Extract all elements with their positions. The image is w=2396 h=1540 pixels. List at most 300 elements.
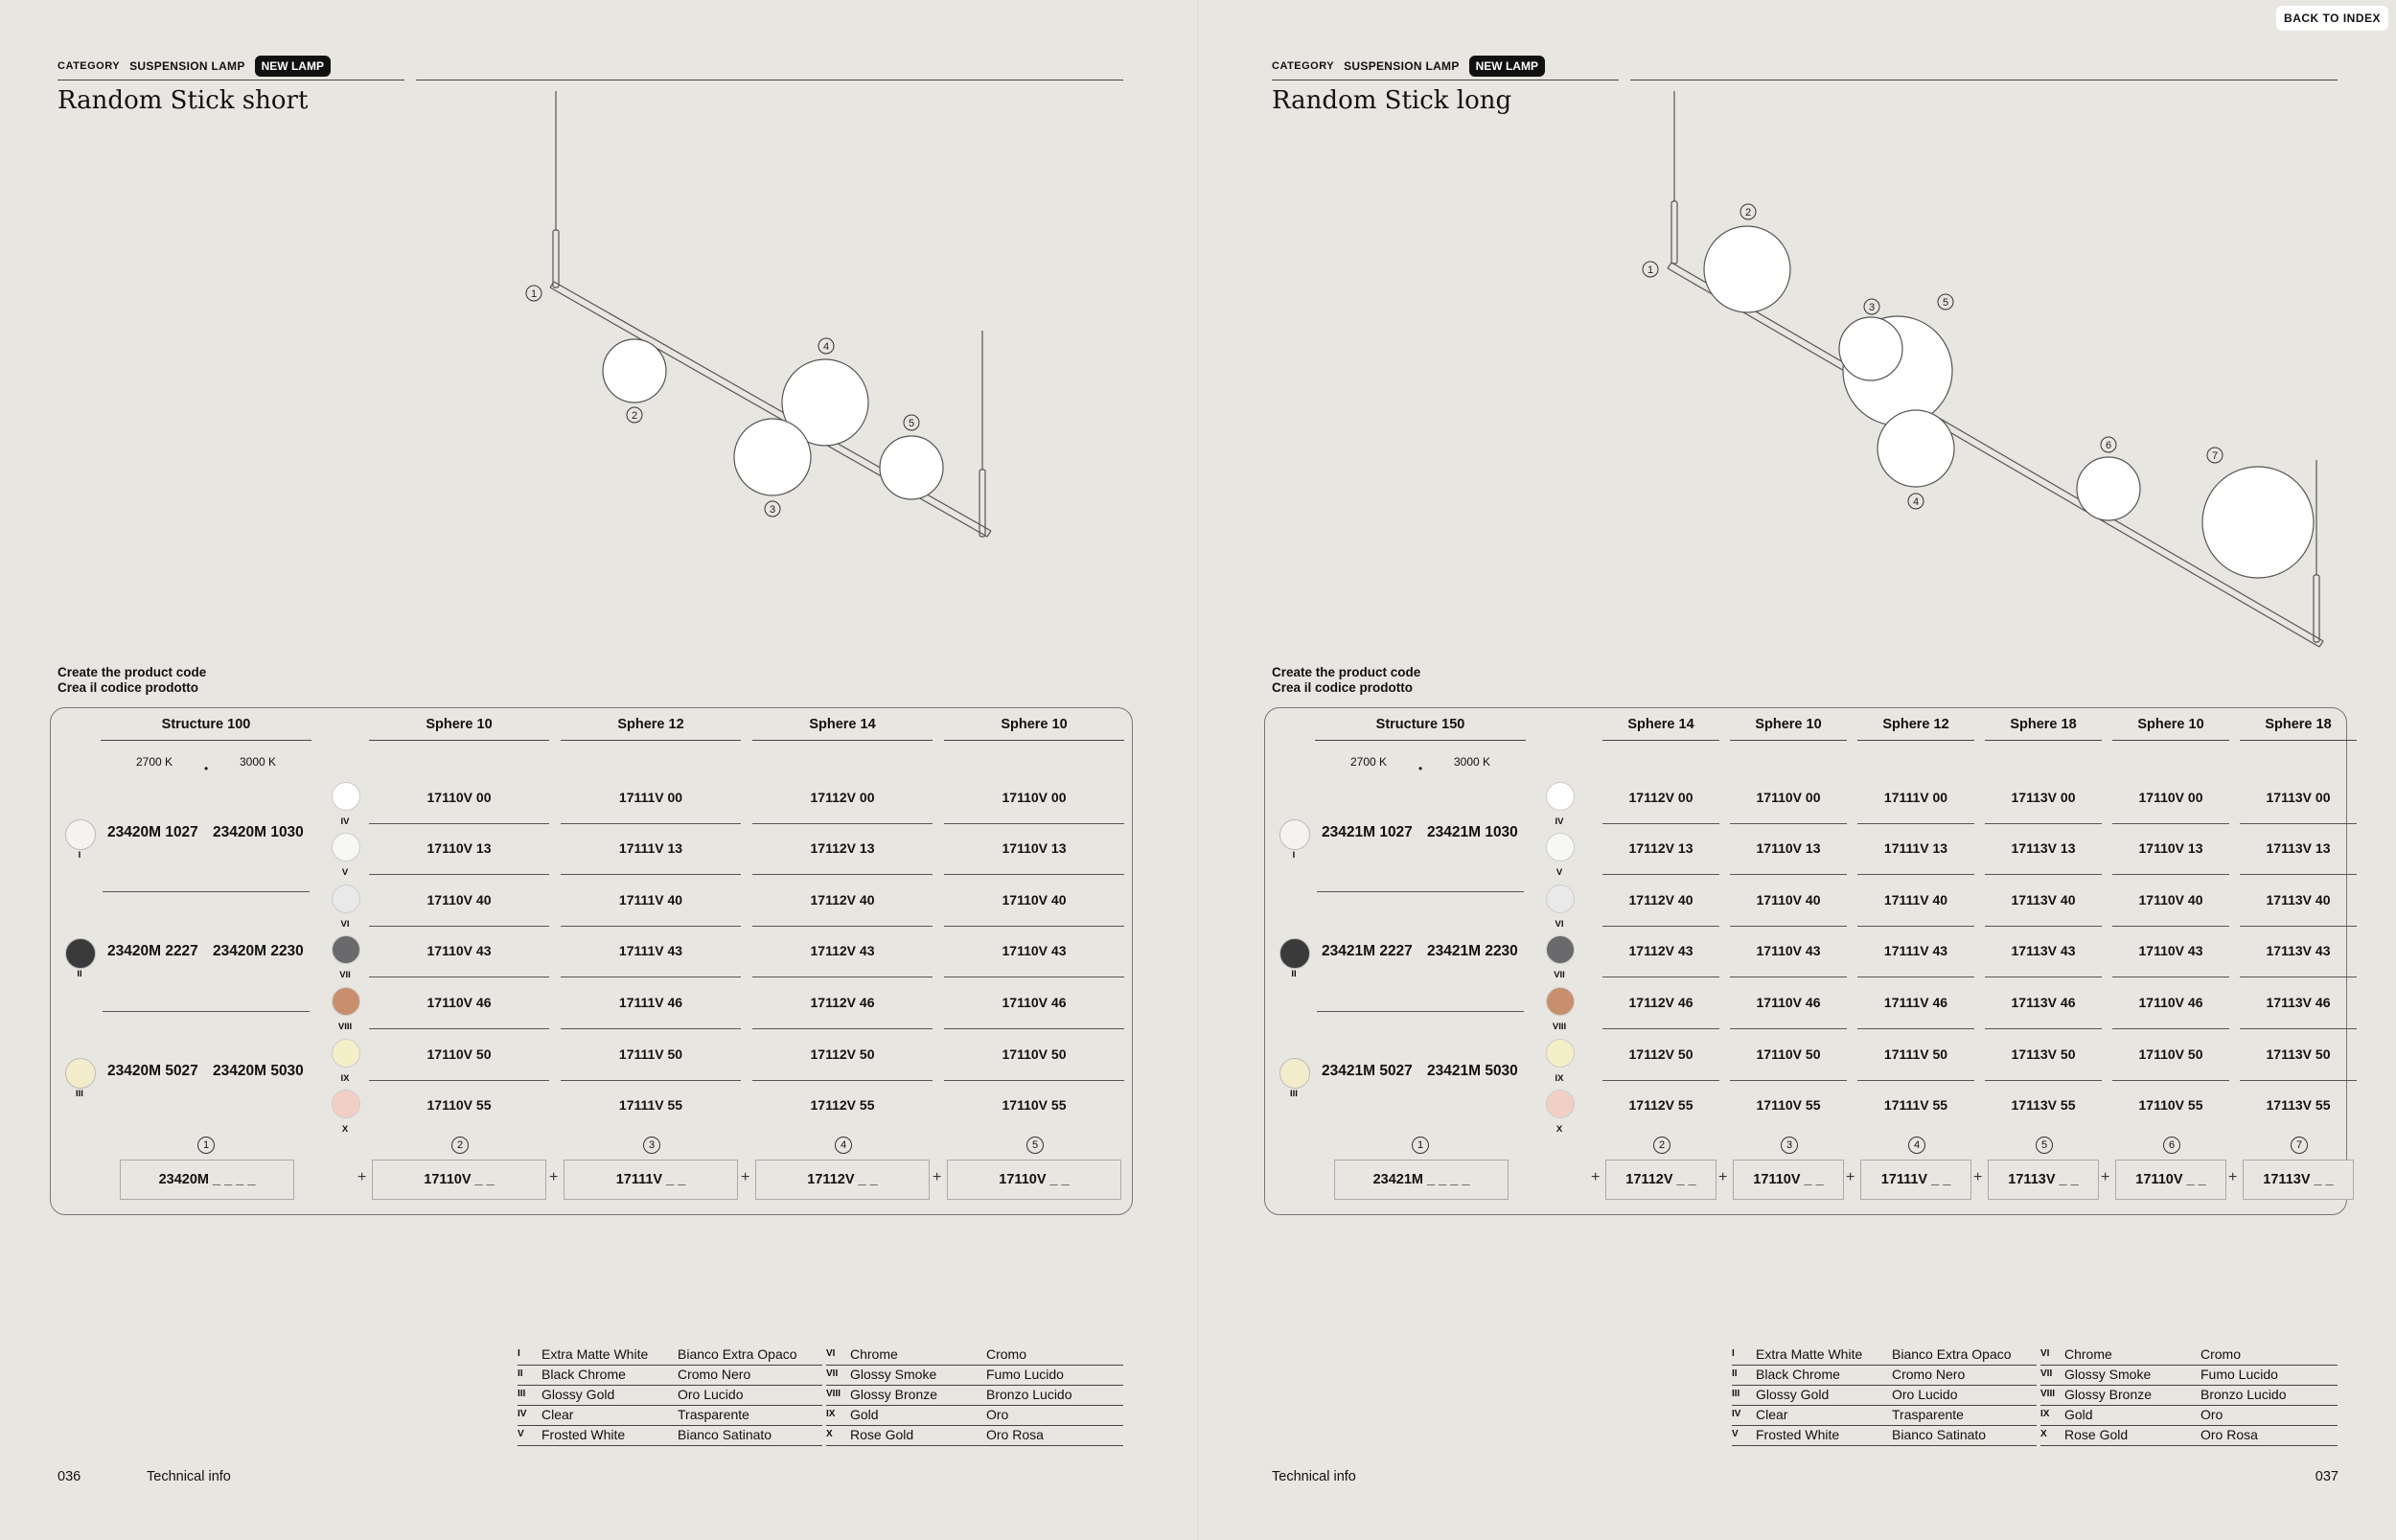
finish-numeral: X [341, 1124, 349, 1135]
step-number: 2 [1653, 1137, 1670, 1154]
code-input-box[interactable]: 17112V _ _ [755, 1160, 930, 1200]
legend-numeral: II [1732, 1368, 1738, 1379]
legend-name-it: Cromo [2200, 1346, 2242, 1362]
row-divider [1602, 1080, 1719, 1081]
sphere-code: 17112V 55 [810, 1097, 875, 1113]
row-divider [1730, 1028, 1847, 1029]
finish-swatch [1546, 782, 1575, 811]
row-divider [1985, 823, 2102, 824]
row-divider [1602, 874, 1719, 875]
finish-swatch [1546, 987, 1575, 1016]
legend-name-it: Bronzo Lucido [986, 1387, 1072, 1402]
legend-row [826, 1385, 1123, 1406]
sphere-code: 17112V 43 [1628, 943, 1693, 958]
footer-page-number: 036 [58, 1469, 81, 1484]
finish-swatch [332, 987, 360, 1016]
sphere-header: Sphere 12 [561, 717, 741, 741]
legend-name-it: Bronzo Lucido [2200, 1387, 2287, 1402]
row-divider [561, 1080, 741, 1081]
step-number: 4 [835, 1137, 852, 1154]
sphere-code: 17111V 43 [1883, 943, 1948, 958]
legend-name-en: Glossy Gold [541, 1387, 615, 1402]
sphere-shape [2077, 457, 2140, 520]
legend-row [1732, 1385, 2037, 1406]
create-code-it: Crea il codice prodotto [58, 680, 199, 695]
legend-numeral: X [826, 1429, 833, 1439]
finish-numeral: II [77, 969, 82, 979]
row-divider [369, 1080, 549, 1081]
sphere-code: 17112V 13 [810, 840, 875, 856]
callout-number: 1 [530, 288, 538, 300]
code-input-box[interactable]: 23420M _ _ _ _ [120, 1160, 294, 1200]
legend-name-en: Glossy Bronze [2064, 1387, 2153, 1402]
sphere-code: 17110V 50 [1756, 1046, 1821, 1062]
legend-row [518, 1405, 822, 1426]
callout-number: 2 [631, 410, 638, 422]
structure-code: 23420M 5027 [107, 1063, 198, 1079]
sphere-code: 17113V 55 [2011, 1097, 2076, 1113]
legend-name-en: Extra Matte White [541, 1346, 649, 1362]
structure-code: 23421M 2230 [1427, 943, 1518, 959]
legend-name-en: Glossy Gold [1756, 1387, 1830, 1402]
row-divider [1985, 1028, 2102, 1029]
legend-row [2040, 1425, 2338, 1446]
finish-numeral: V [1555, 867, 1563, 878]
row-divider [561, 926, 741, 927]
structure-header: Structure 100 [101, 717, 311, 741]
product-title: Random Stick short [58, 86, 309, 115]
code-input-box[interactable]: 17111V _ _ [1860, 1160, 1971, 1200]
sphere-code: 17110V 13 [2138, 840, 2203, 856]
legend-numeral: VII [826, 1368, 839, 1379]
step-number: 6 [2163, 1137, 2180, 1154]
legend-row [1732, 1365, 2037, 1386]
legend-row [826, 1405, 1123, 1426]
callout-number: 7 [2211, 450, 2219, 462]
row-divider [1602, 1028, 1719, 1029]
footer-label: Technical info [1272, 1469, 1356, 1484]
finish-numeral: I [1292, 850, 1296, 861]
step-number: 7 [2291, 1137, 2308, 1154]
legend-name-it: Oro Rosa [2200, 1427, 2258, 1442]
legend-name-it: Fumo Lucido [986, 1367, 1064, 1382]
row-divider [1730, 926, 1847, 927]
legend-row [826, 1425, 1123, 1446]
row-divider [752, 1080, 933, 1081]
sphere-header: Sphere 18 [1985, 717, 2102, 741]
legend-name-en: Chrome [2064, 1346, 2112, 1362]
legend-numeral: I [1732, 1348, 1735, 1359]
sphere-code: 17110V 43 [426, 943, 492, 958]
legend-name-it: Bianco Satinato [678, 1427, 772, 1442]
finish-swatch [1279, 1058, 1310, 1089]
sphere-code: 17110V 46 [2138, 995, 2203, 1010]
sphere-header: Sphere 14 [752, 717, 933, 741]
sphere-code: 17112V 00 [1628, 790, 1693, 805]
sphere-code: 17110V 46 [426, 995, 492, 1010]
legend-name-en: Extra Matte White [1756, 1346, 1863, 1362]
category-label: CATEGORY [1272, 60, 1335, 72]
category-value: SUSPENSION LAMP [1344, 59, 1460, 73]
row-divider [2112, 926, 2229, 927]
sphere-shape [1704, 226, 1790, 312]
sphere-code: 17111V 00 [618, 790, 683, 805]
sphere-code: 17113V 46 [2266, 995, 2331, 1010]
finish-numeral: VII [339, 970, 351, 980]
callout-number: 5 [1942, 297, 1949, 309]
code-input-box[interactable]: 17113V _ _ [2243, 1160, 2354, 1200]
plus-icon: + [357, 1169, 367, 1185]
sphere-code: 17110V 50 [1002, 1046, 1067, 1062]
sphere-shape [603, 339, 666, 402]
finish-swatch [332, 782, 360, 811]
legend-name-en: Glossy Smoke [850, 1367, 937, 1382]
plus-icon: + [1591, 1169, 1601, 1185]
code-input-box[interactable]: 17110V _ _ [947, 1160, 1121, 1200]
sphere-code: 17111V 40 [1883, 892, 1948, 908]
kelvin-3000: 3000 K [1454, 755, 1491, 769]
sphere-code: 17110V 55 [426, 1097, 492, 1113]
row-divider [2112, 823, 2229, 824]
row-divider [1985, 1080, 2102, 1081]
sphere-code: 17112V 40 [1628, 892, 1693, 908]
row-divider [103, 891, 310, 892]
legend-numeral: IV [518, 1409, 527, 1419]
finish-swatch [1279, 938, 1310, 969]
sphere-header: Sphere 18 [2240, 717, 2357, 741]
footer-page-number: 037 [2315, 1469, 2338, 1484]
legend-numeral: VI [826, 1348, 836, 1359]
legend-name-it: Cromo Nero [678, 1367, 751, 1382]
row-divider [103, 1011, 310, 1012]
legend-numeral: IV [1732, 1409, 1741, 1419]
legend-name-it: Trasparente [1892, 1407, 1964, 1422]
row-divider [1857, 874, 1974, 875]
kelvin-2700: 2700 K [1350, 755, 1388, 769]
sphere-code: 17113V 43 [2011, 943, 2076, 958]
sphere-code: 17112V 55 [1628, 1097, 1693, 1113]
sphere-code: 17110V 00 [1002, 790, 1067, 805]
kelvin-2700: 2700 K [136, 755, 173, 769]
sphere-code: 17110V 40 [1756, 892, 1821, 908]
finish-numeral: VIII [337, 1022, 353, 1032]
row-divider [1317, 1011, 1524, 1012]
back-to-index-button[interactable]: BACK TO INDEX [2276, 6, 2388, 31]
sphere-code: 17113V 13 [2266, 840, 2331, 856]
sphere-code: 17110V 43 [1002, 943, 1067, 958]
sphere-header: Sphere 14 [1602, 717, 1719, 741]
row-divider [369, 1028, 549, 1029]
code-input-box[interactable]: 17110V _ _ [2115, 1160, 2226, 1200]
code-input-box[interactable]: 17110V _ _ [372, 1160, 546, 1200]
structure-header: Structure 150 [1315, 717, 1526, 741]
sphere-code: 17110V 40 [426, 892, 492, 908]
finish-swatch [332, 1090, 360, 1118]
lamp-drawing [1198, 86, 2396, 661]
callout-number: 3 [769, 504, 776, 516]
row-divider [2240, 926, 2357, 927]
code-input-box[interactable]: 17111V _ _ [564, 1160, 738, 1200]
finish-numeral: VI [340, 919, 350, 930]
row-divider [1985, 926, 2102, 927]
sphere-code: 17112V 46 [1628, 995, 1693, 1010]
structure-code: 23421M 1030 [1427, 824, 1518, 840]
sphere-code: 17113V 00 [2266, 790, 2331, 805]
sphere-code: 17110V 40 [2138, 892, 2203, 908]
legend-name-en: Clear [1756, 1407, 1788, 1422]
row-divider [2112, 874, 2229, 875]
finish-swatch [332, 1039, 360, 1068]
row-divider [2112, 1080, 2229, 1081]
kelvin-3000: 3000 K [240, 755, 277, 769]
row-divider [752, 926, 933, 927]
finish-swatch [1546, 1090, 1575, 1118]
legend-name-en: Frosted White [541, 1427, 626, 1442]
row-divider [561, 1028, 741, 1029]
sphere-header: Sphere 10 [369, 717, 549, 741]
sphere-code: 17111V 43 [618, 943, 683, 958]
legend-row [826, 1345, 1123, 1366]
code-input-box[interactable]: 17110V _ _ [1733, 1160, 1844, 1200]
sphere-code: 17111V 13 [618, 840, 683, 856]
legend-name-it: Cromo [986, 1346, 1027, 1362]
sphere-code: 17112V 50 [1628, 1046, 1693, 1062]
structure-code: 23420M 2230 [213, 943, 304, 959]
callout-number: 2 [1744, 207, 1752, 218]
sphere-code: 17112V 13 [1628, 840, 1693, 856]
step-number: 3 [643, 1137, 660, 1154]
row-divider [561, 874, 741, 875]
sphere-code: 17110V 46 [1756, 995, 1821, 1010]
legend-row [2040, 1385, 2338, 1406]
structure-code: 23420M 5030 [213, 1063, 304, 1079]
finish-numeral: III [76, 1089, 83, 1099]
row-divider [1317, 891, 1524, 892]
finish-swatch [65, 1058, 96, 1089]
create-code-en: Create the product code [1272, 665, 1421, 679]
legend-numeral: VII [2040, 1368, 2053, 1379]
plus-icon: + [2228, 1169, 2238, 1185]
sphere-code: 17110V 13 [1002, 840, 1067, 856]
step-number: 1 [1412, 1137, 1429, 1154]
finish-swatch [65, 819, 96, 850]
row-divider [369, 823, 549, 824]
finish-numeral: II [1291, 969, 1297, 979]
legend-row [1732, 1405, 2037, 1426]
structure-code: 23420M 1027 [107, 824, 198, 840]
finish-numeral: IX [1555, 1073, 1564, 1084]
sphere-code: 17111V 46 [618, 995, 683, 1010]
legend-name-en: Frosted White [1756, 1427, 1840, 1442]
code-input-box[interactable]: 23421M _ _ _ _ [1334, 1160, 1509, 1200]
sphere-code: 17113V 40 [2011, 892, 2076, 908]
finish-swatch [1546, 935, 1575, 964]
legend-name-it: Fumo Lucido [2200, 1367, 2278, 1382]
finish-numeral: III [1290, 1089, 1298, 1099]
legend-name-it: Bianco Extra Opaco [1892, 1346, 2012, 1362]
sphere-header: Sphere 12 [1857, 717, 1974, 741]
finish-swatch [332, 935, 360, 964]
sphere-code: 17110V 55 [1002, 1097, 1067, 1113]
callout-number: 3 [1868, 302, 1876, 313]
sphere-code: 17112V 40 [810, 892, 875, 908]
sphere-code: 17111V 40 [618, 892, 683, 908]
category-row [1272, 56, 1545, 77]
row-divider [1602, 823, 1719, 824]
legend-name-en: Glossy Smoke [2064, 1367, 2152, 1382]
legend-name-it: Trasparente [678, 1407, 749, 1422]
row-divider [1730, 1080, 1847, 1081]
code-input-box[interactable]: 17113V _ _ [1988, 1160, 2099, 1200]
create-code-heading [1272, 665, 1420, 696]
sphere-code: 17110V 00 [1756, 790, 1821, 805]
legend-numeral: II [518, 1368, 523, 1379]
finish-numeral: IX [340, 1073, 350, 1084]
row-divider [1857, 926, 1974, 927]
legend-name-it: Oro Rosa [986, 1427, 1044, 1442]
sphere-code: 17113V 50 [2266, 1046, 2331, 1062]
legend-name-it: Bianco Satinato [1892, 1427, 1987, 1442]
create-code-it: Crea il codice prodotto [1272, 680, 1414, 695]
row-divider [2112, 1028, 2229, 1029]
finish-numeral: IV [1555, 816, 1564, 827]
row-divider [369, 926, 549, 927]
create-code-en: Create the product code [58, 665, 207, 679]
category-value: SUSPENSION LAMP [129, 59, 245, 73]
sphere-code: 17110V 13 [426, 840, 492, 856]
row-divider [944, 1080, 1124, 1081]
sphere-code: 17111V 46 [1883, 995, 1948, 1010]
legend-row [518, 1425, 822, 1446]
row-divider [752, 1028, 933, 1029]
legend-name-it: Oro [986, 1407, 1009, 1422]
row-divider [2240, 1080, 2357, 1081]
row-divider [1985, 874, 2102, 875]
step-number: 4 [1908, 1137, 1925, 1154]
product-title: Random Stick long [1272, 86, 1512, 115]
structure-code: 23420M 1030 [213, 824, 304, 840]
plus-icon: + [741, 1169, 750, 1185]
legend-numeral: V [518, 1429, 524, 1439]
step-number: 5 [2036, 1137, 2053, 1154]
legend-numeral: VIII [2040, 1389, 2056, 1399]
sphere-code: 17110V 43 [2138, 943, 2203, 958]
legend-name-it: Oro Lucido [1892, 1387, 1958, 1402]
legend-name-en: Gold [850, 1407, 879, 1422]
kelvin-separator-icon: • [204, 762, 209, 775]
legend-name-en: Gold [2064, 1407, 2093, 1422]
finish-numeral: X [1555, 1124, 1563, 1135]
sphere-code: 17112V 46 [810, 995, 875, 1010]
structure-code: 23421M 2227 [1322, 943, 1413, 959]
footer-label: Technical info [147, 1469, 231, 1484]
legend-name-it: Cromo Nero [1892, 1367, 1966, 1382]
sphere-code: 17110V 40 [1002, 892, 1067, 908]
legend-row [2040, 1405, 2338, 1426]
row-divider [1857, 1080, 1974, 1081]
finish-numeral: V [341, 867, 349, 878]
legend-numeral: IX [2040, 1409, 2050, 1419]
plus-icon: + [1973, 1169, 1983, 1185]
legend-name-en: Black Chrome [1756, 1367, 1840, 1382]
sphere-code: 17112V 50 [810, 1046, 875, 1062]
sphere-code: 17110V 00 [2138, 790, 2203, 805]
category-row [58, 56, 331, 77]
create-code-heading [58, 665, 206, 696]
legend-row [518, 1385, 822, 1406]
callout-number: 6 [2105, 440, 2112, 451]
lamp-drawing [0, 86, 1198, 661]
kelvin-separator-icon: • [1418, 762, 1423, 775]
code-input-box[interactable]: 17112V _ _ [1605, 1160, 1716, 1200]
legend-row [826, 1365, 1123, 1386]
sphere-code: 17113V 40 [2266, 892, 2331, 908]
row-divider [561, 823, 741, 824]
sphere-code: 17110V 55 [1756, 1097, 1821, 1113]
sphere-code: 17110V 00 [426, 790, 492, 805]
sphere-shape [1839, 317, 1902, 380]
legend-name-en: Chrome [850, 1346, 898, 1362]
finish-swatch [1279, 819, 1310, 850]
sphere-header: Sphere 10 [2112, 717, 2229, 741]
sphere-code: 17110V 50 [426, 1046, 492, 1062]
legend-row [1732, 1345, 2037, 1366]
legend-numeral: III [1732, 1389, 1740, 1399]
sphere-code: 17112V 00 [810, 790, 875, 805]
row-divider [2240, 874, 2357, 875]
finish-swatch [1546, 1039, 1575, 1068]
finish-numeral: VIII [1552, 1022, 1567, 1032]
legend-numeral: I [518, 1348, 520, 1359]
legend-numeral: V [1732, 1429, 1739, 1439]
sphere-header: Sphere 10 [944, 717, 1124, 741]
category-label: CATEGORY [58, 60, 121, 72]
new-lamp-badge: NEW LAMP [1469, 56, 1545, 77]
plus-icon: + [1718, 1169, 1728, 1185]
structure-code: 23421M 1027 [1322, 824, 1413, 840]
legend-name-it: Bianco Extra Opaco [678, 1346, 797, 1362]
row-divider [944, 1028, 1124, 1029]
legend-name-it: Oro [2200, 1407, 2223, 1422]
sphere-code: 17113V 50 [2011, 1046, 2076, 1062]
row-divider [1857, 1028, 1974, 1029]
new-lamp-badge: NEW LAMP [255, 56, 331, 77]
sphere-header: Sphere 10 [1730, 717, 1847, 741]
finish-swatch [1546, 833, 1575, 862]
callout-number: 5 [908, 418, 915, 429]
sphere-code: 17111V 50 [618, 1046, 683, 1062]
legend-row [1732, 1425, 2037, 1446]
row-divider [944, 874, 1124, 875]
legend-row [2040, 1345, 2338, 1366]
sphere-shape [2202, 467, 2314, 578]
sphere-code: 17112V 43 [810, 943, 875, 958]
step-number: 3 [1781, 1137, 1798, 1154]
plus-icon: + [549, 1169, 559, 1185]
row-divider [1857, 823, 1974, 824]
step-number: 5 [1026, 1137, 1044, 1154]
plus-icon: + [2101, 1169, 2110, 1185]
legend-row [2040, 1365, 2338, 1386]
sphere-code: 17111V 50 [1883, 1046, 1948, 1062]
callout-number: 4 [822, 341, 830, 353]
row-divider [2240, 1028, 2357, 1029]
sphere-code: 17113V 00 [2011, 790, 2076, 805]
sphere-code: 17111V 13 [1883, 840, 1948, 856]
finish-numeral: VII [1554, 970, 1565, 980]
sphere-shape [1878, 410, 1954, 487]
row-divider [1730, 823, 1847, 824]
